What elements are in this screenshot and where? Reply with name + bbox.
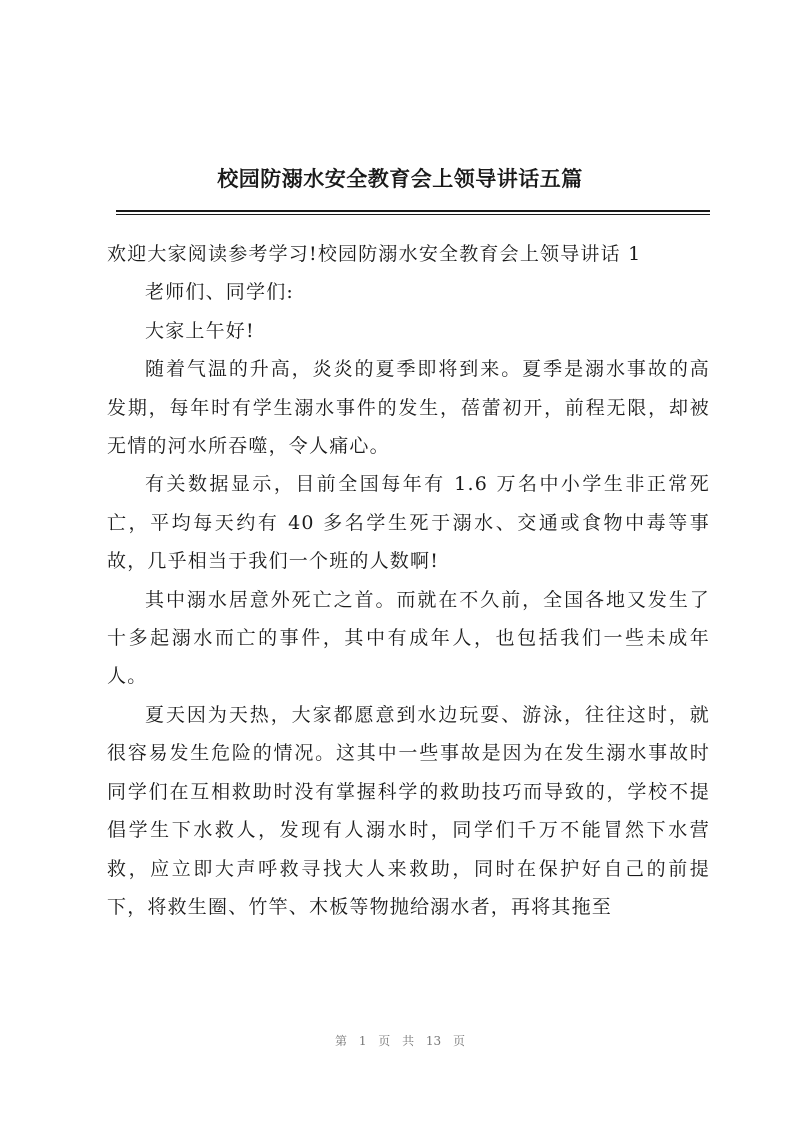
title-divider-thick [116, 210, 710, 212]
paragraph-greeting-morning: 大家上午好! [145, 319, 255, 342]
title-divider-thin [116, 214, 710, 215]
document-title: 校园防溺水安全教育会上领导讲话五篇 [217, 167, 583, 191]
paragraph: 夏天因为天热，大家都愿意到水边玩耍、游泳，往往这时，就很容易发生危险的情况。这其中一些事故是因为在发生溺水事故时同学们在互相救助时没有掌握科学的救助技巧而导致的，学校不提倡学生下水救人，发现有人溺水时，同学们千万不能冒然下水营救，应立即大声呼救寻找大人来救助，同时在保护好自己的前提下，将救生圈、竹竿、木板等物抛给溺水者，再将其拖至 [107, 703, 710, 918]
paragraph: 随着气温的升高，炎炎的夏季即将到来。夏季是溺水事故的高发期，每年时有学生溺水事件的发生，蓓蕾初开，前程无限，却被无情的河水所吞噬，令人痛心。 [107, 358, 710, 458]
paragraph: 其中溺水居意外死亡之首。而就在不久前，全国各地又发生了十多起溺水而亡的事件，其中有成年人，也包括我们一些未成年人。 [107, 588, 710, 688]
document-body [107, 235, 710, 926]
intro-line: 欢迎大家阅读参考学习!校园防溺水安全教育会上领导讲话 1 [107, 243, 642, 265]
paragraph-greeting-audience: 老师们、同学们: [145, 281, 295, 304]
page-number-footer: 第 1 页 共 13 页 [335, 1034, 465, 1048]
paragraph: 有关数据显示，目前全国每年有 1.6 万名中小学生非正常死亡，平均每天约有 40 多名学生死于溺水、交通或食物中毒等事故，几乎相当于我们一个班的人数啊! [107, 473, 710, 573]
